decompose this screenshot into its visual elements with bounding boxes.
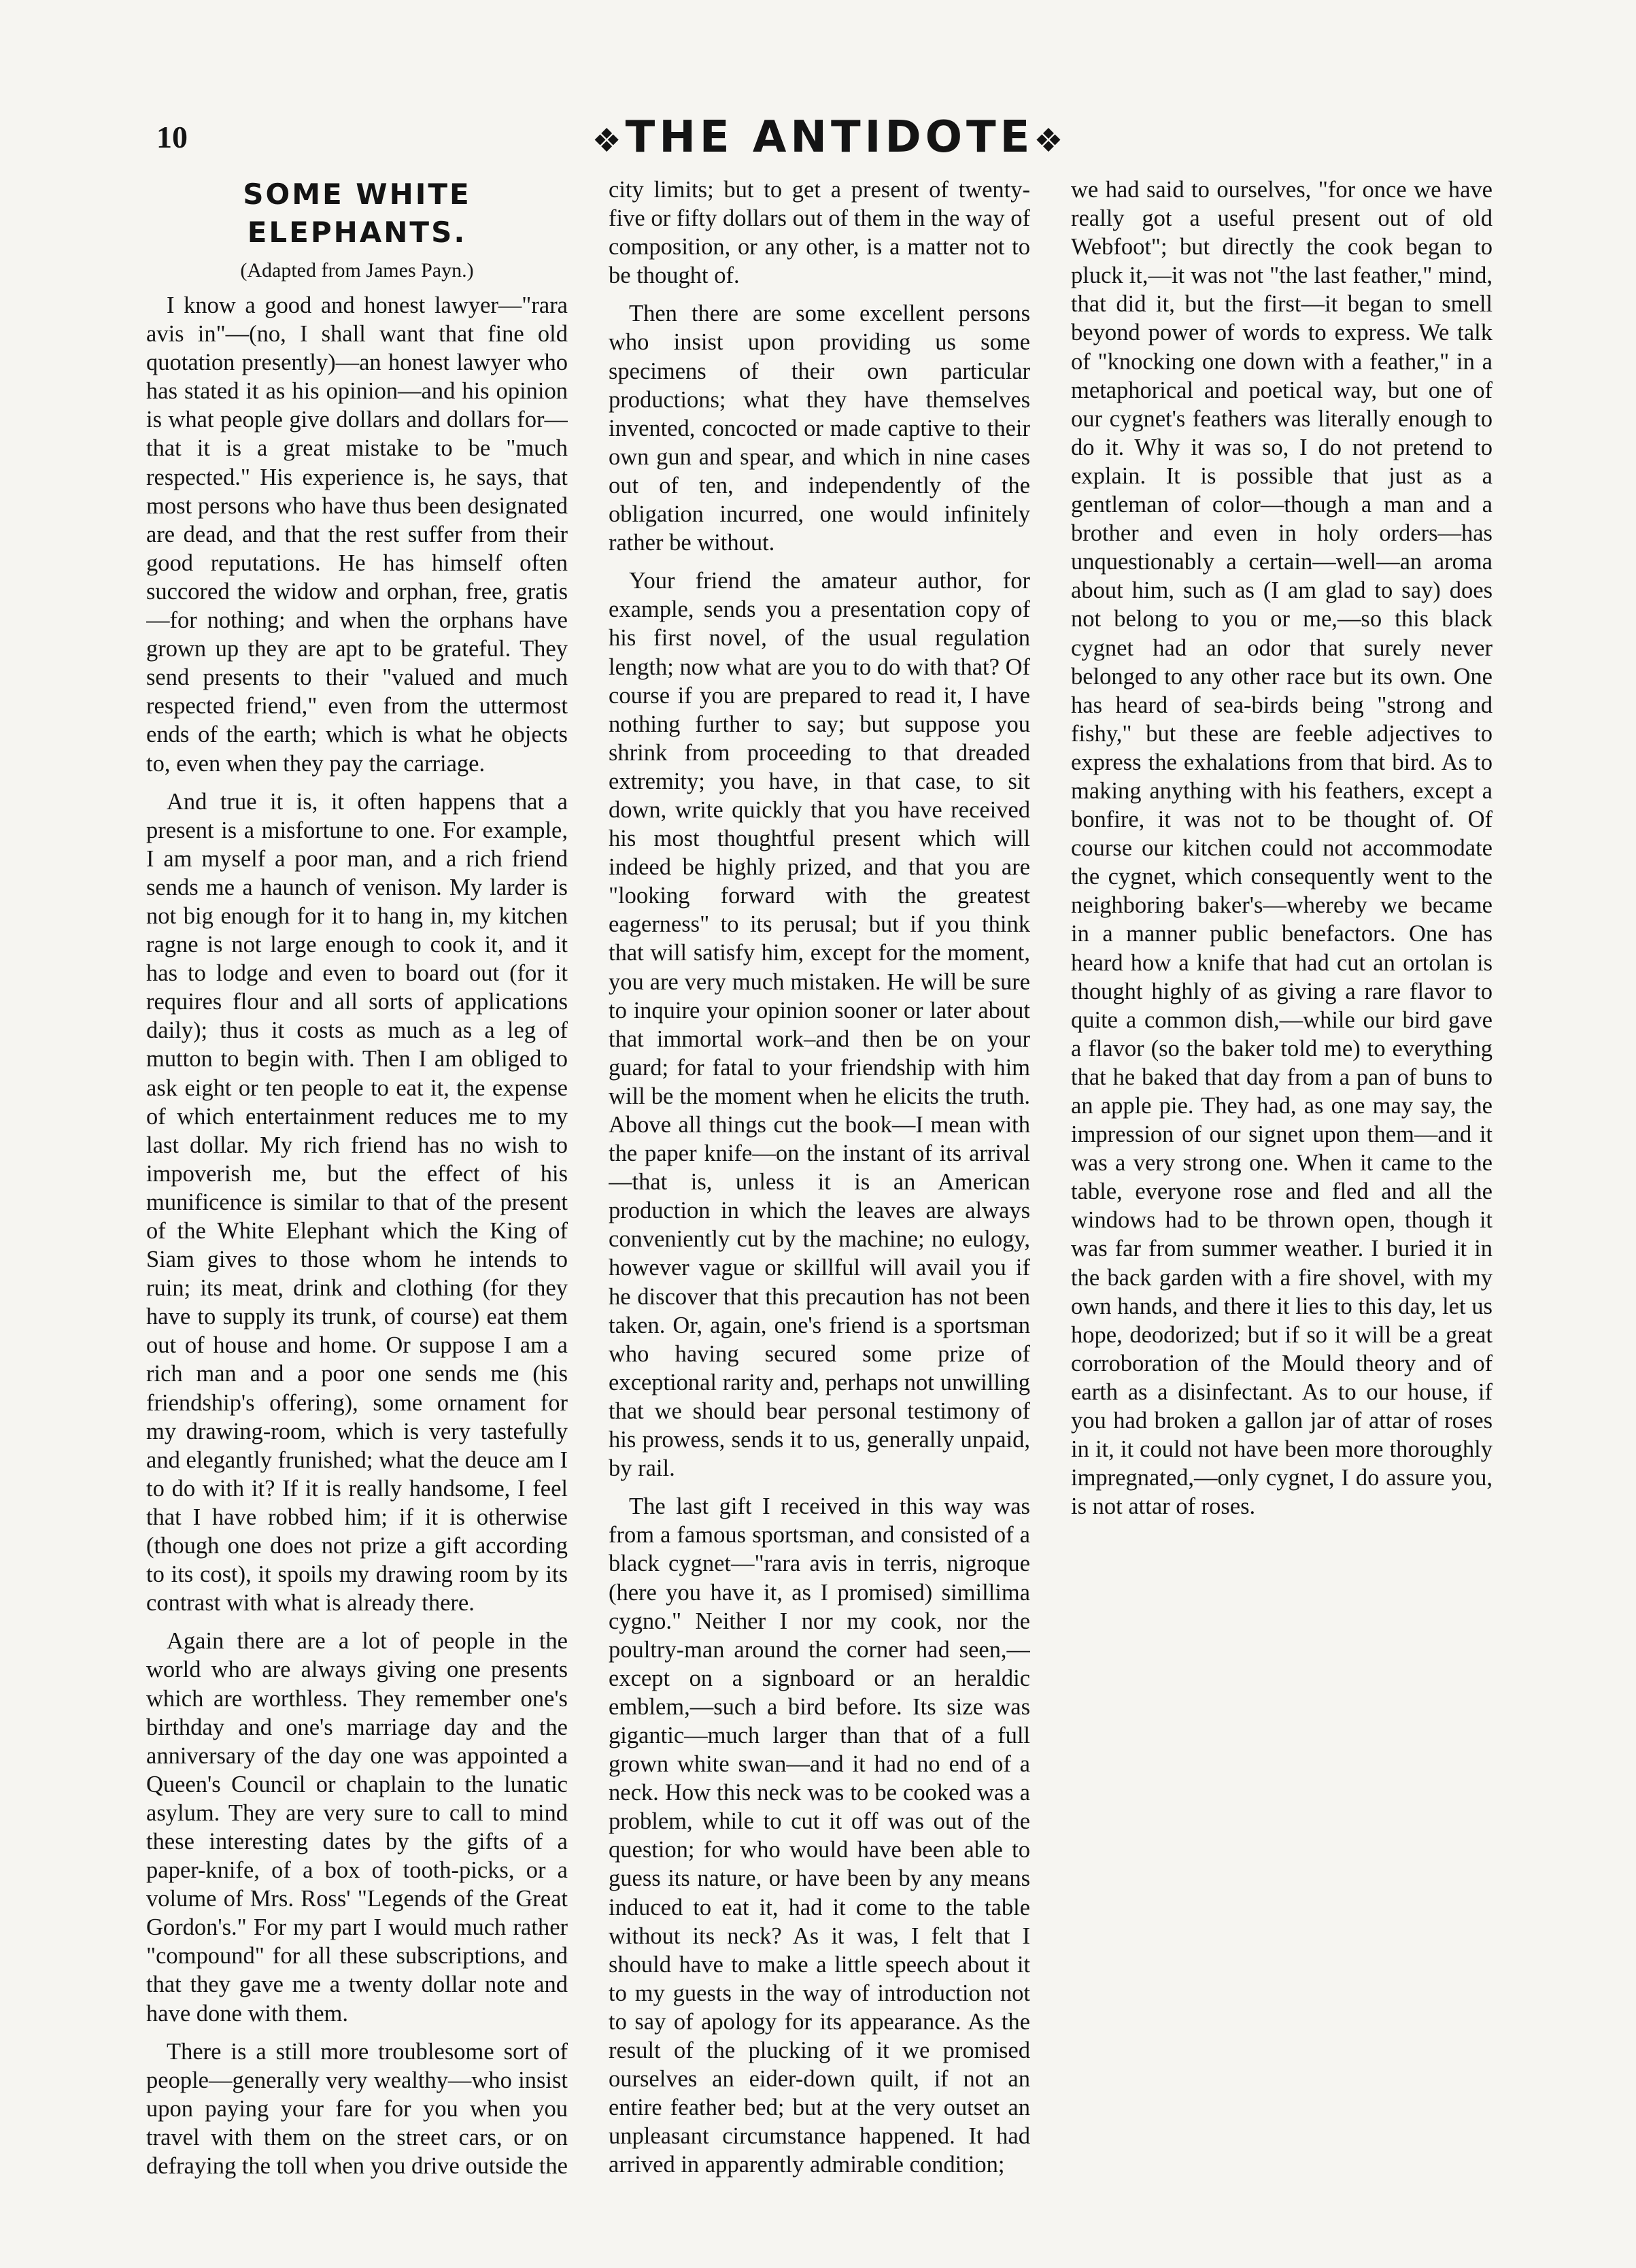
article-paragraph: The last gift I received in this way was from a famous sportsman, and consisted of a black cygnet—"rara avis in terris, nigroque (here you have it, as I promised) simillima cygno." Neither I nor my cook, nor the poultry-man around the corner had seen,—except on a signboard or an heraldic emblem,—such a bird before. Its size was gigantic—much larger than that of a full grown white swan—and it had no end of a neck. How this neck was to be cooked was a problem, while to cut it off was out of the question; for who would have been able to guess its nature, or have been by any means induced to eat it, had it come to the table without its neck? As it was, I felt that I should have to make a little speech about it to my guests in the way of introduction not to say of apology for its appearance. As the result of the plucking of it we promised ourselves an eider-down quilt, if not an entire feather bed; but at the very outset an unpleasant circumstance happened. It had arrived in apparently admirable condition;: [609, 1493, 1030, 2178]
article-title: SOME WHITE ELEPHANTS.: [243, 177, 471, 249]
article-paragraph: we had said to ourselves, "for once we have really got a useful present out of old Webfoot"; but directly the cook began to pluck it,—it was not "the last feather," mind, that did it, but the first—it began to smell beyond power of words to express. We talk of "knocking one down with a feather," in a metaphorical and poetical way, but one of our cygnet's feathers was literally enough to do it. Why it was so, I do not pretend to explain. It is possible that just as a gentleman of color—though a man and a brother and even in holy orders—has unquestionably a certain—well—an aroma about him, such as (I am glad to say) does not belong to you or me,—so this black cygnet had an odor that surely never belonged to any other race but its own. One has heard of sea-birds being "strong and fishy," but these are feeble adjectives to express the exhalations from that bird. As to making anything with his feathers, except a bonfire, it was not to be thought of. Of course our kitchen could not accommodate the cygnet, which consequently went to the neighboring baker's—whereby we became in a manner public benefactors. One has heard how a knife that had cut an ortolan is thought highly of as giving a rare flavor to quite a common dish,—while our bird gave a flavor (so the baker told me) to everything that he baked that day from a pan of buns to an apple pie. They had, as one may say, the impression of our signet upon them—and it was a very strong one. When it came to the table, everyone rose and fled and all the windows had to be thrown open, though it was far from summer weather. I buried it in the back garden with a fire shovel, with my own hands, and there it lies to this day, let us hope, deodorized; but if so it will be a great corroboration of the Mould theory and of earth as a disinfectant. As to our house, if you had broken a gallon jar of attar of roses in it, it could not have been more thoroughly impregnated,—only cygnet, I do assure you, is not attar of roses.: [1071, 177, 1493, 1520]
column-1-text: [146, 291, 568, 2180]
column-2: [609, 175, 1030, 2216]
article-paragraph: And true it is, it often happens that a present is a misfortune to one. For example, I am myself a poor man, and a rich friend sends me a haunch of venison. My larder is not big enough for it to hang in, my kitchen ragne is not large enough to cook it, and it has to lodge and even to board out (for it requires flour and all sorts of applications daily); thus it costs as much as a leg of mutton to begin with. Then I am obliged to ask eight or ten people to eat it, the expense of which entertainment reduces me to my last dollar. My rich friend has no wish to impoverish me, but the effect of his munificence is similar to that of the present of the White Elephant which the King of Siam gives to those whom he intends to ruin; its meat, drink and clothing (for they have to supply its trunk, of course) eat them out of house and home. Or suppose I am a rich man and a poor one sends me (his friendship's offering), some ornament for my drawing-room, which is very tastefully and elegantly frunished; what the deuce am I to do with it? If it is really handsome, I feel that I have robbed him; if it is otherwise (though one does not prize a gift according to its cost), it spoils my drawing room by its contrast with what is already there.: [146, 788, 568, 1617]
column-3: [1071, 175, 1493, 2216]
article-byline: (Adapted from James Payn.): [240, 259, 474, 282]
article-paragraph: Your friend the amateur author, for example, sends you a presentation copy of his first novel, of the usual regulation length; now what are you to do with that? Of course if you are prepared to read it, I have nothing further to say; but suppose you shrink from proceeding to that dreaded extremity; you have, in that case, to sit down, write quickly that you have received his most thoughtful present which will indeed be highly prized, and that you are "looking forward with the greatest eagerness" to its perusal; but if you think that will satisfy him, except for the moment, you are very much mistaken. He will be sure to inquire your opinion sooner or later about that immortal work–and then be on your guard; for fatal to your friendship with him will be the moment when he elicits the truth. Above all things cut the book—I mean with the paper knife—on the instant of its arrival—that is, unless it is an American production in which the leaves are always conveniently cut by the machine; no eulogy, however vague or skillful will avail you if he discover that this precaution has not been taken. Or, again, one's friend is a sportsman who having secured some prize of exceptional rarity and, perhaps not unwilling that we should bear personal testimony of his prowess, sends it to us, generally unpaid, by rail.: [609, 568, 1030, 1482]
page-header: [136, 112, 1523, 173]
ornament-left-icon: ❖: [592, 122, 626, 160]
publication-title: THE ANTIDOTE: [625, 112, 1034, 163]
article-columns: [146, 175, 1517, 2216]
page-number: 10: [156, 120, 188, 154]
ornament-right-icon: ❖: [1034, 122, 1068, 160]
masthead: [136, 112, 1523, 163]
article-paragraph: city limits; but to get a present of twenty-five or fifty dollars out of them in the way of composition, or any other, is a matter not to be thought of.: [609, 177, 1030, 289]
column-2-text: [609, 175, 1030, 2179]
article-paragraph: Then there are some excellent persons who insist upon providing us some specimens of their own particular productions; what they have themselves invented, concocted or made captive to their own gun and spear, and which in nine cases out of ten, and independently of the obligation incurred, one would infinitely rather be without.: [609, 301, 1030, 556]
article-paragraph: There is a still more troublesome sort of people—generally very wealthy—who insist upon paying your fare for you when you travel with them on the street cars, or on defraying the toll when you drive outside the: [146, 2038, 568, 2179]
column-3-text: [1071, 175, 1493, 1521]
column-1: [146, 175, 568, 2216]
article-paragraph: Again there are a lot of people in the world who are always giving one presents which are worthless. They remember one's birthday and one's marriage day and the anniversary of the day one was appointed a Queen's Council or chaplain to the lunatic asylum. They are very sure to call to mind these interesting dates by the gifts of a paper-knife, of a box of tooth-picks, or a volume of Mrs. Ross' "Legends of the Great Gordon's." For my part I would much rather "compound" for all these subscriptions, and that they gave me a twenty dollar note and have done with them.: [146, 1628, 568, 2027]
article-paragraph: I know a good and honest lawyer—"rara avis in"—(no, I shall want that fine old quotation presently)—an honest lawyer who has stated it as his opinion—and his opinion is what people give dollars and dollars for—that it is a great mistake to be "much respected." His experience is, he says, that most persons who have thus been designated are dead, and that the rest suffer from their good reputations. He has himself often succored the widow and orphan, free, gratis—for nothing; and when the orphans have grown up they are apt to be grateful. They send presents to their "valued and much respected friend," even from the uttermost ends of the earth; which is what he objects to, even when they pay the carriage.: [146, 292, 568, 777]
